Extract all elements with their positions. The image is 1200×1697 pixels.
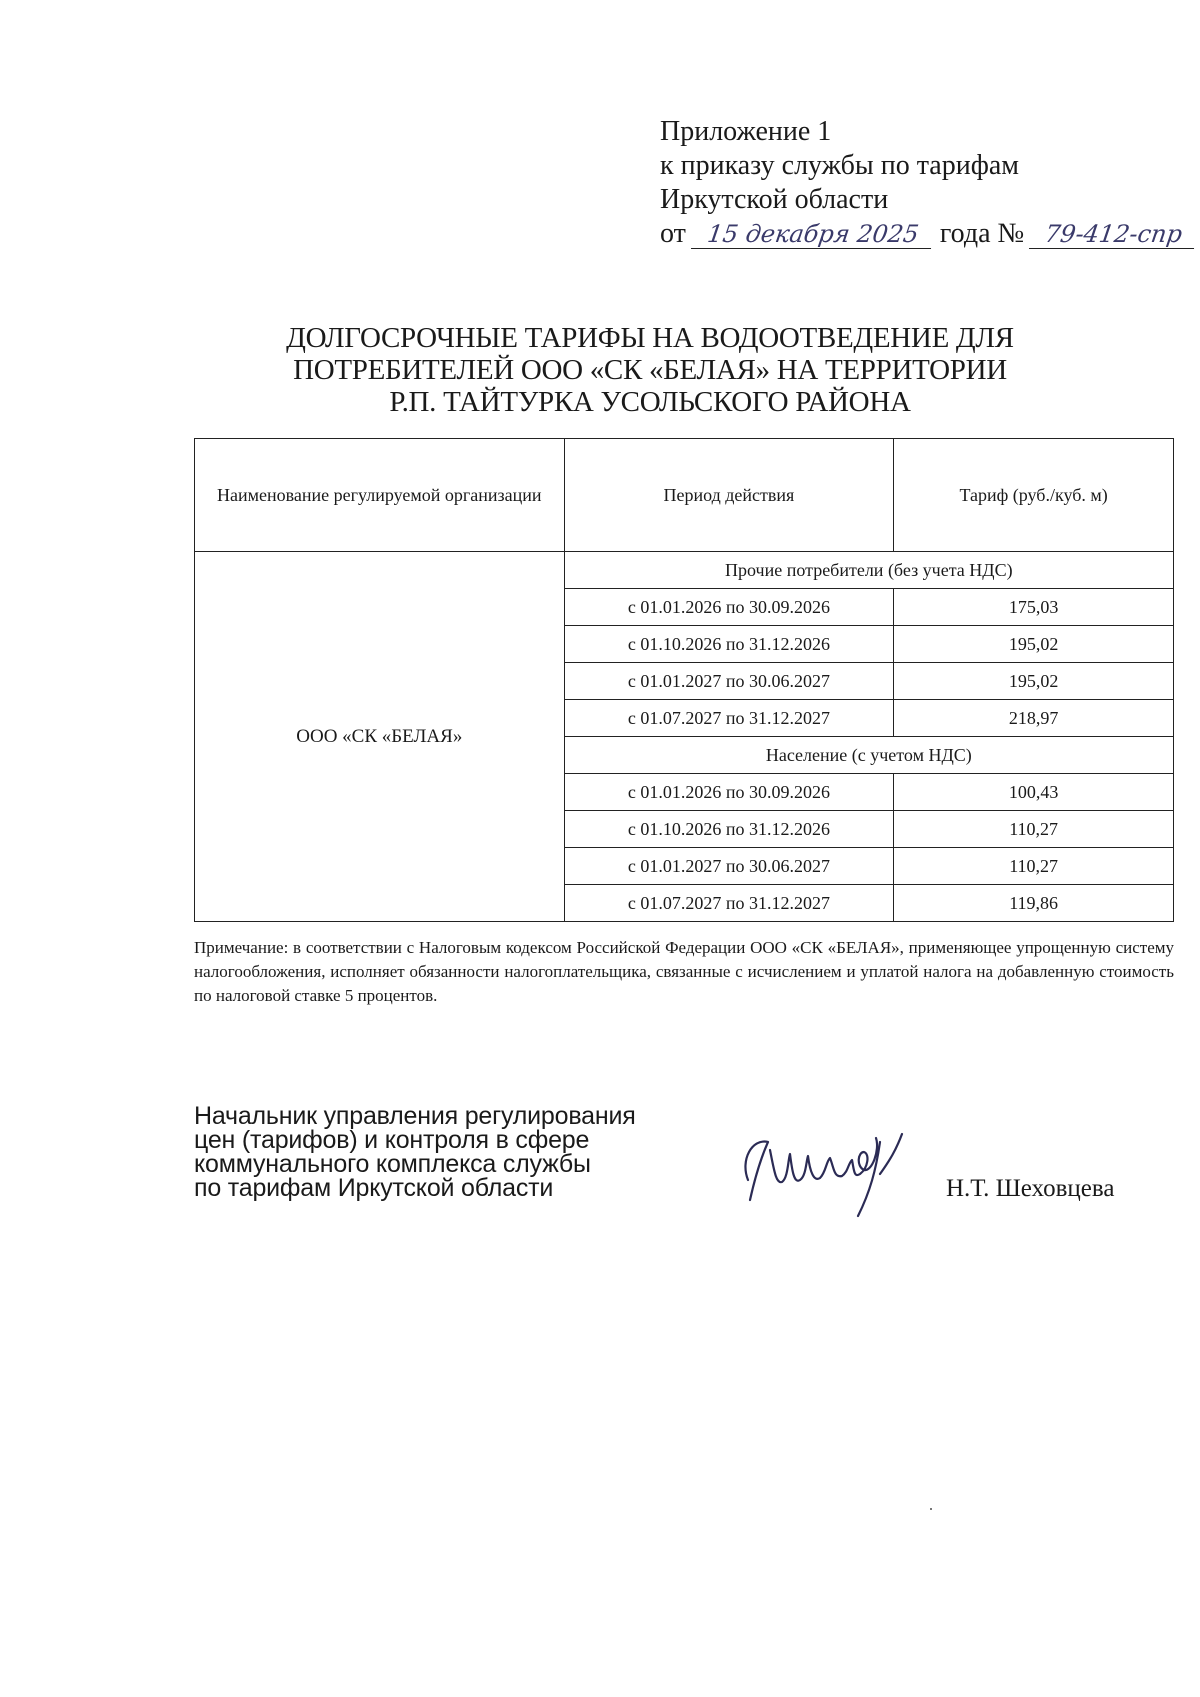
appendix-line-3: Иркутской области bbox=[660, 184, 889, 215]
group-label-population: Население (с учетом НДС) bbox=[564, 737, 1173, 774]
position-line-1: Начальник управления регулирования bbox=[194, 1102, 636, 1130]
signatory-name: Н.Т. Шеховцева bbox=[946, 1175, 1115, 1202]
title-line-3: Р.П. ТАЙТУРКА УСОЛЬСКОГО РАЙОНА bbox=[389, 386, 911, 418]
handwritten-date: 15 декабря 2025 bbox=[691, 220, 935, 249]
position-line-3: коммунального комплекса службы bbox=[194, 1150, 591, 1178]
group-row-other bbox=[195, 552, 1174, 589]
period-cell: с 01.10.2026 по 31.12.2026 bbox=[564, 626, 894, 663]
table-header-row bbox=[195, 439, 1174, 552]
document-title bbox=[260, 322, 1040, 418]
period-cell: с 01.01.2026 по 30.09.2026 bbox=[564, 774, 894, 811]
tariff-cell: 218,97 bbox=[894, 700, 1174, 737]
period-cell: с 01.01.2026 по 30.09.2026 bbox=[564, 589, 894, 626]
header-tariff: Тариф (руб./куб. м) bbox=[894, 439, 1174, 552]
tariff-cell: 110,27 bbox=[894, 848, 1174, 885]
appendix-header bbox=[660, 115, 1185, 253]
signatory-position bbox=[194, 1104, 714, 1200]
table-note: Примечание: в соответствии с Налоговым кодексом Российской Федерации ООО «СК «БЕЛАЯ», применяющее упрощенную систему налогообложения, исполняет обязанности налогоплательщика, связанные с исчислением и уплатой налога на добавленную стоимость по налоговой ставке 5 процентов. bbox=[194, 938, 1174, 1005]
tariff-cell: 195,02 bbox=[894, 626, 1174, 663]
handwritten-signature-icon bbox=[730, 1120, 950, 1220]
title-line-1: ДОЛГОСРОЧНЫЕ ТАРИФЫ НА ВОДООТВЕДЕНИЕ ДЛЯ bbox=[286, 322, 1014, 354]
group-label-other: Прочие потребители (без учета НДС) bbox=[564, 552, 1173, 589]
year-word: года № bbox=[939, 218, 1025, 249]
tariff-cell: 195,02 bbox=[894, 663, 1174, 700]
position-line-4: по тарифам Иркутской области bbox=[194, 1174, 554, 1202]
period-cell: с 01.01.2027 по 30.06.2027 bbox=[564, 848, 894, 885]
header-organization: Наименование регулируемой организации bbox=[195, 439, 565, 552]
period-cell: с 01.07.2027 по 31.12.2027 bbox=[564, 700, 894, 737]
organization-cell: ООО «СК «БЕЛАЯ» bbox=[195, 552, 565, 922]
appendix-date-line bbox=[660, 217, 1185, 253]
period-cell: с 01.10.2026 по 31.12.2026 bbox=[564, 811, 894, 848]
period-cell: с 01.07.2027 по 31.12.2027 bbox=[564, 885, 894, 922]
tariff-cell: 100,43 bbox=[894, 774, 1174, 811]
tariff-cell: 119,86 bbox=[894, 885, 1174, 922]
scan-speck bbox=[930, 1508, 932, 1510]
period-cell: с 01.01.2027 по 30.06.2027 bbox=[564, 663, 894, 700]
title-line-2: ПОТРЕБИТЕЛЕЙ ООО «СК «БЕЛАЯ» НА ТЕРРИТОРИИ bbox=[293, 354, 1007, 386]
tariff-cell: 110,27 bbox=[894, 811, 1174, 848]
handwritten-order-number: 79-412-спр bbox=[1029, 220, 1198, 249]
position-line-2: цен (тарифов) и контроля в сфере bbox=[194, 1126, 590, 1154]
appendix-line-1: Приложение 1 bbox=[660, 116, 832, 147]
appendix-line-2: к приказу службы по тарифам bbox=[660, 150, 1019, 181]
tariff-cell: 175,03 bbox=[894, 589, 1174, 626]
date-prefix: от bbox=[660, 218, 686, 249]
header-period: Период действия bbox=[564, 439, 894, 552]
tariff-table bbox=[194, 438, 1174, 922]
